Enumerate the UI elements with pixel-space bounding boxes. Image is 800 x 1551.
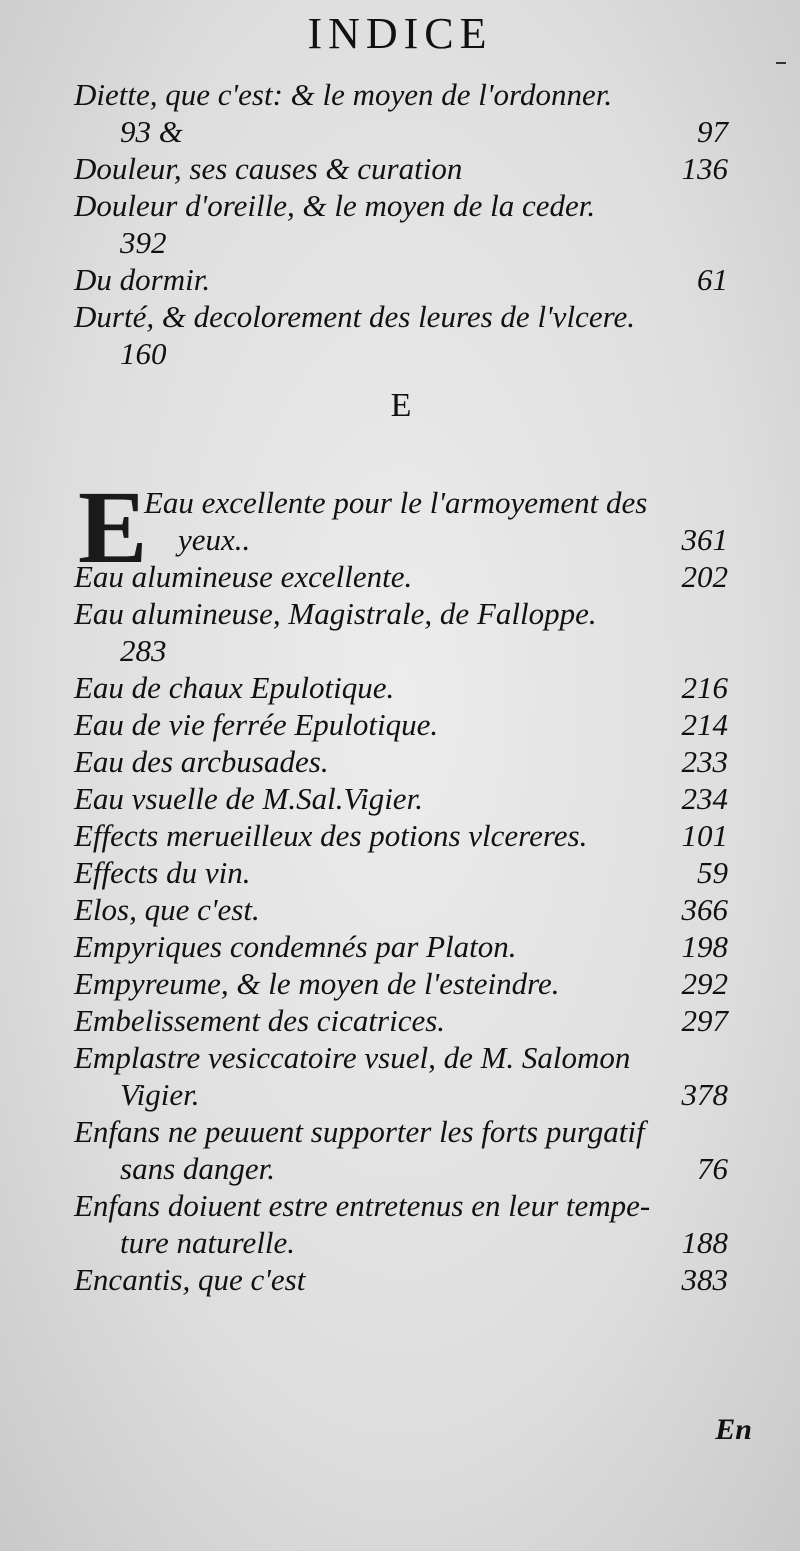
entry-continuation: Vigier.: [120, 1077, 200, 1112]
entry-page-number: 76: [697, 1151, 728, 1186]
entry-continuation: yeux..: [178, 522, 251, 557]
index-entry: [74, 817, 728, 854]
entry-text: Enfans ne peuuent supporter les forts purgatif: [74, 1114, 645, 1149]
entry-page-number: 188: [681, 1225, 728, 1260]
index-entry: [74, 484, 728, 558]
index-entries: [74, 76, 728, 1298]
index-entry: [74, 928, 728, 965]
entry-continuation: 160: [120, 336, 167, 371]
index-entry: [74, 965, 728, 1002]
index-entry: [74, 187, 728, 261]
edge-mark: [776, 62, 786, 64]
entry-text: Encantis, que c'est: [74, 1262, 306, 1297]
entry-page-number: 361: [681, 522, 728, 557]
entry-text: Durté, & decolorement des leures de l'vlcere.: [74, 299, 635, 334]
index-entry: [74, 669, 728, 706]
entry-page-number: 202: [681, 559, 728, 594]
entry-page-number: 59: [697, 855, 728, 890]
index-entry: [74, 298, 728, 372]
entry-text: Effects merueilleux des potions vlcereres.: [74, 818, 588, 853]
entry-text: Eau de vie ferrée Epulotique.: [74, 707, 439, 742]
entry-page-number: 383: [681, 1262, 728, 1297]
entry-continuation: 392: [120, 225, 167, 260]
page-header: INDICE: [307, 9, 493, 58]
index-entry: [74, 150, 728, 187]
index-entry: [74, 261, 728, 298]
entry-text: Empyriques condemnés par Platon.: [74, 929, 517, 964]
entry-page-number: 198: [681, 929, 728, 964]
entry-page-number: 233: [681, 744, 728, 779]
entry-text: Empyreume, & le moyen de l'esteindre.: [74, 966, 560, 1001]
section-letter: E: [390, 387, 412, 424]
entry-text: Embelissement des cicatrices.: [74, 1003, 446, 1038]
section-d-list: [74, 76, 728, 372]
entry-page-number: 216: [681, 670, 728, 705]
entry-continuation: ture naturelle.: [120, 1225, 296, 1260]
entry-text: Eau alumineuse, Magistrale, de Falloppe.: [74, 596, 597, 631]
index-entry: [74, 706, 728, 743]
entry-text: Eau de chaux Epulotique.: [74, 670, 395, 705]
index-entry: [74, 854, 728, 891]
entry-text: Effects du vin.: [74, 855, 251, 890]
entry-page-number: 292: [681, 966, 728, 1001]
entry-text: Du dormir.: [74, 262, 211, 297]
entry-page-number: 297: [681, 1003, 728, 1038]
entry-text: Emplastre vesiccatoire vsuel, de M. Salomon: [74, 1040, 631, 1075]
drop-cap: E: [78, 470, 148, 585]
entry-page-number: 101: [681, 818, 728, 853]
entry-continuation: sans danger.: [120, 1151, 276, 1186]
index-entry: [74, 1039, 728, 1113]
index-entry: [74, 76, 728, 150]
entry-text: Eau vsuelle de M.Sal.Vigier.: [74, 781, 423, 816]
entry-text: Eau excellente pour le l'armoyement des: [144, 485, 648, 520]
entry-continuation: 93 &: [120, 114, 183, 149]
index-entry: [74, 1113, 728, 1187]
section-e-list: [74, 558, 728, 1298]
entry-text: Eau des arcbusades.: [74, 744, 329, 779]
entry-continuation: 283: [120, 633, 167, 668]
entry-text: Enfans doiuent estre entretenus en leur tempe-: [74, 1188, 651, 1223]
index-entry: [74, 1261, 728, 1298]
entry-text: Elos, que c'est.: [74, 892, 260, 927]
entry-text: Douleur d'oreille, & le moyen de la ceder.: [74, 188, 596, 223]
index-entry: [74, 1187, 728, 1261]
entry-page-number: 234: [681, 781, 728, 816]
index-entry: [74, 780, 728, 817]
index-entry: [74, 743, 728, 780]
entry-text: Eau alumineuse excellente.: [74, 559, 413, 594]
index-entry: [74, 595, 728, 669]
entry-page-number: 366: [681, 892, 728, 927]
entry-page-number: 214: [681, 707, 728, 742]
index-entry: [74, 558, 728, 595]
index-entry: [74, 1002, 728, 1039]
entry-page-number: 136: [681, 151, 728, 186]
entry-text: Douleur, ses causes & curation: [74, 151, 463, 186]
index-entry: [74, 891, 728, 928]
entry-page-number: 97: [697, 114, 728, 149]
catchword: En: [715, 1413, 752, 1446]
section-e-first: [74, 484, 728, 558]
entry-page-number: 61: [697, 262, 728, 297]
entry-text: Diette, que c'est: & le moyen de l'ordonner.: [74, 77, 613, 112]
entry-page-number: 378: [681, 1077, 728, 1112]
